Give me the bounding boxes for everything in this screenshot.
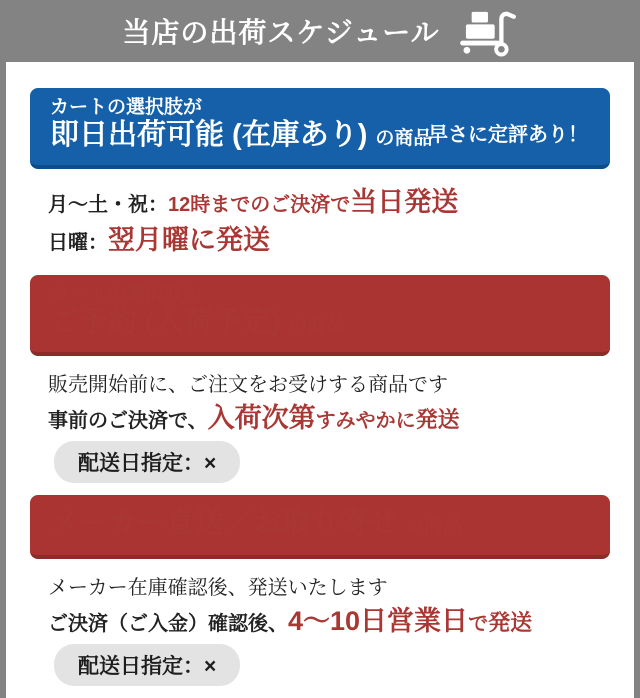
- direct-banner-title-suffix: の商品: [405, 516, 463, 537]
- direct-highlight-ship: 発送: [488, 610, 533, 635]
- direct-shipping-details: [30, 559, 610, 686]
- direct-highlight: 4〜10日営業日: [288, 606, 469, 636]
- express-weekday-label: 月〜土・祝：: [48, 194, 168, 216]
- preorder-banner-title-main: ご予約 (入荷予定): [50, 306, 281, 338]
- preorder-banner-title-suffix: の商品: [288, 315, 346, 336]
- direct-banner-title-main: メーカー直送／お取り寄せ: [50, 507, 398, 539]
- preorder-banner-title: [50, 306, 590, 342]
- page-title: 当店の出荷スケジュール: [122, 17, 440, 48]
- express-banner-title-main: 即日出荷可能 (在庫あり): [50, 119, 368, 151]
- direct-shipping-line: [48, 603, 610, 642]
- hand-truck-icon: [456, 10, 518, 56]
- express-weekday-line: [48, 185, 610, 222]
- content-panel: [6, 62, 634, 698]
- express-sunday-line: [48, 222, 610, 261]
- express-sunday-label: 日曜：: [48, 232, 108, 254]
- preorder-details: [30, 356, 610, 483]
- express-banner-title-suffix: の商品: [375, 128, 433, 149]
- express-shipping-details: [30, 169, 610, 261]
- preorder-banner: [30, 275, 610, 356]
- preorder-banner-subtitle: カートの選択肢が: [50, 284, 203, 305]
- preorder-highlight-small: すみやかに: [315, 410, 416, 432]
- preorder-highlight-ship: 発送: [415, 407, 460, 432]
- express-shipping-banner: [30, 88, 610, 169]
- direct-info-line: メーカー在庫確認後、発送いたします: [48, 577, 388, 599]
- express-weekday-result: 当日発送: [350, 187, 459, 217]
- preorder-info-line: 販売開始前に、ご注文をお受けする商品です: [48, 374, 448, 396]
- preorder-shipping-line: [48, 400, 610, 439]
- direct-highlight-small: で: [468, 613, 489, 635]
- express-banner-note: 早さに定評あり！: [428, 124, 588, 146]
- direct-delivery-date-badge: 配送日指定：×: [54, 644, 240, 686]
- direct-banner-title: [50, 507, 590, 543]
- preorder-delivery-date-badge: 配送日指定：×: [54, 441, 240, 483]
- direct-condition-label: ご決済（ご入金）確認後、: [48, 613, 288, 635]
- express-sunday-result: 翌月曜に発送: [108, 225, 270, 255]
- page-header: [6, 0, 634, 62]
- direct-shipping-banner: [30, 495, 610, 559]
- express-banner-subtitle: カートの選択肢が: [50, 97, 203, 118]
- preorder-highlight: 入荷次第: [207, 403, 316, 433]
- preorder-condition-label: 事前のご決済で、: [48, 410, 208, 432]
- express-weekday-condition: 12時までのご決済で: [168, 194, 351, 216]
